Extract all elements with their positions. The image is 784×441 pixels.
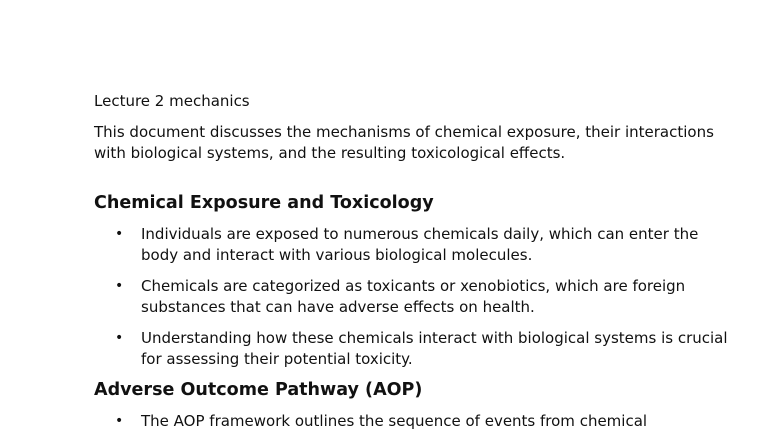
list-item-text: Chemicals are categorized as toxicants or xenobiotics, which are foreign substances that can have adverse effects on health. <box>141 277 686 316</box>
intro-paragraph: This document discusses the mechanisms of chemical exposure, their interactions with biological systems, and the resulting toxicological effects. <box>94 123 714 162</box>
bullet-list-aop <box>94 411 734 432</box>
list-item <box>94 276 734 318</box>
list-item-text: Understanding how these chemicals interact with biological systems is crucial for assessing their potential toxicity. <box>141 329 728 368</box>
list-item <box>94 224 734 266</box>
list-item-text: Individuals are exposed to numerous chemicals daily, which can enter the body and interact with various biological molecules. <box>141 225 699 264</box>
bullet-icon: • <box>115 330 124 346</box>
document-body <box>94 91 734 432</box>
list-item-text: The AOP framework outlines the sequence of events from chemical <box>141 412 648 430</box>
section-heading-aop: Adverse Outcome Pathway (AOP) <box>94 380 423 400</box>
bullet-icon: • <box>115 278 124 294</box>
bullet-list-chemical-exposure <box>94 224 734 370</box>
section-heading-chemical-exposure: Chemical Exposure and Toxicology <box>94 193 434 213</box>
list-item <box>94 411 734 432</box>
document-title: Lecture 2 mechanics <box>94 92 250 110</box>
list-item <box>94 328 734 370</box>
bullet-icon: • <box>115 226 124 242</box>
bullet-icon: • <box>115 413 124 429</box>
